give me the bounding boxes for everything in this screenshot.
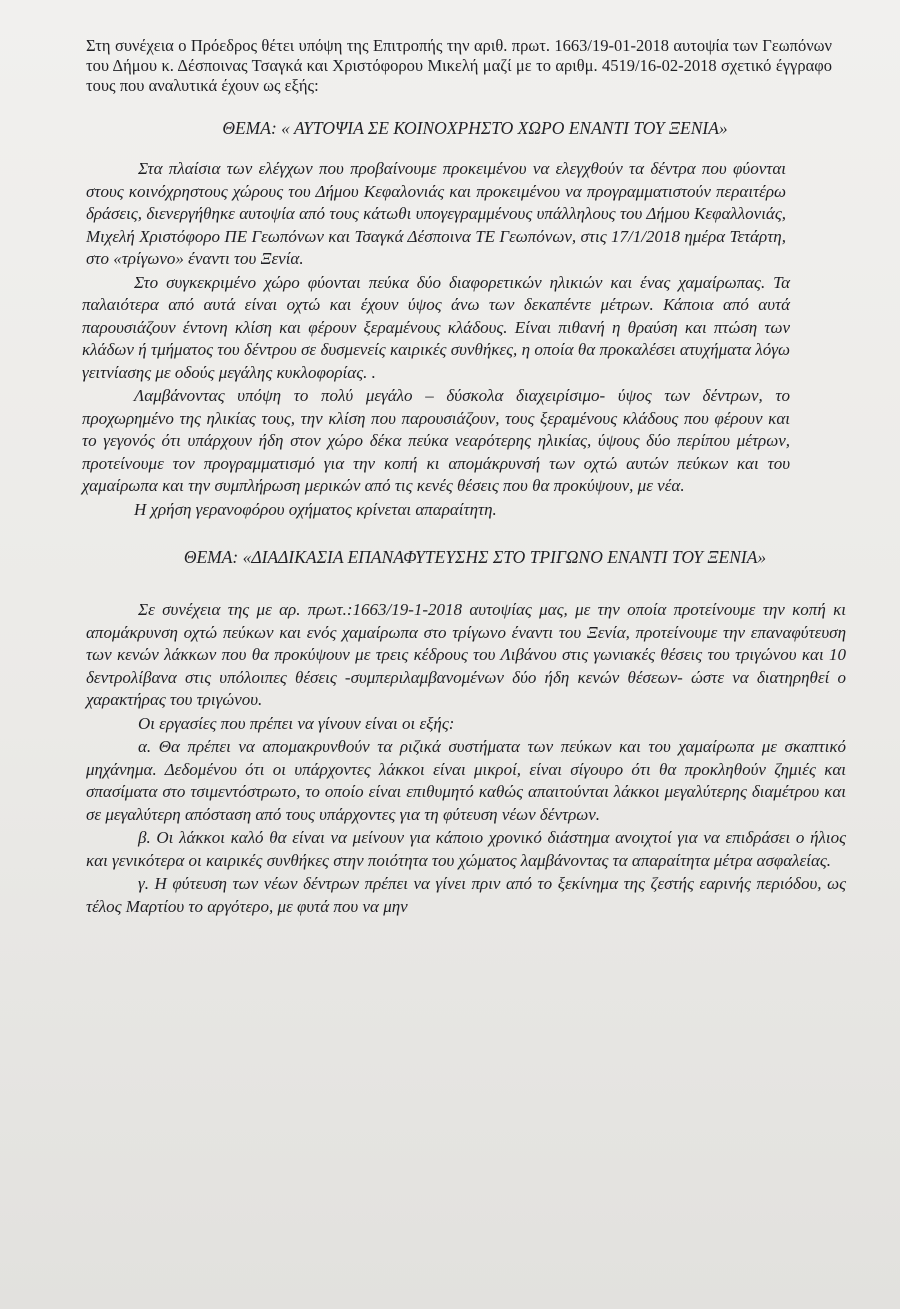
section-2-item-c: γ. Η φύτευση των νέων δέντρων πρέπει να γίνει πριν από το ξεκίνημα της ζεστής εαρινής περιόδου, ως τέλος Μαρτίου το αργότερο, με φυτά που να μην — [86, 874, 846, 916]
section-1-title: ΘΕΜΑ: « ΑΥΤΟΨΙΑ ΣΕ ΚΟΙΝΟΧΡΗΣΤΟ ΧΩΡΟ ΕΝΑΝΤΙ ΤΟΥ ΞΕΝΙΑ» — [222, 118, 728, 138]
section-2-item-a: α. Θα πρέπει να απομακρυνθούν τα ριζικά συστήματα των πεύκων και του χαμαίρωπα με σκαπτικό μηχάνημα. Δεδομένου ότι οι υπάρχοντες λάκκοι είναι μικροί, είναι σίγουρο ότι θα προκληθούν ζημιές και σπασίματα στο τσιμεντόστρωτο, το οποίο είναι επιθυμητό καθώς απαιτούνται λάκκοι μεγαλύτερης διαμέτρου και σε μεγαλύτερη απόσταση από τους υπάρχοντες για τη φύτευση νέων δέντρων. — [86, 737, 846, 824]
section-1-paragraph-1: Στα πλαίσια των ελέγχων που προβαίνουμε προκειμένου να ελεγχθούν τα δέντρα που φύονται στους κοινόχρηστους χώρους του Δήμου Κεφαλονιάς και προκειμένου να προγραμματιστούν περαιτέρω δράσεις, διενεργήθηκε αυτοψία από τους κάτωθι υπογεγραμμένους υπάλληλους του Δήμου Κεφαλλονιάς, Μιχελή Χριστόφορο ΠΕ Γεωπόνων και Τσαγκά Δέσποινα ΤΕ Γεωπόνων, στις 17/1/2018 ημέρα Τετάρτη, στο «τρίγωνο» έναντι του Ξενία. — [86, 159, 786, 268]
section-2-item-b: β. Οι λάκκοι καλό θα είναι να μείνουν για κάποιο χρονικό διάστημα ανοιχτοί για να επιδράσει ο ήλιος και γενικότερα οι καιρικές συνθήκες στην ποιότητα του χώματος λαμβάνοντας τα απαραίτητα μέτρα ασφαλείας. — [86, 828, 846, 870]
section-1-paragraph-2: Στο συγκεκριμένο χώρο φύονται πεύκα δύο διαφορετικών ηλικιών και ένας χαμαίρωπας. Τα παλαιότερα από αυτά είναι οχτώ και έχουν ύψος άνω των δεκαπέντε μέτρων. Κάποια από αυτά παρουσιάζουν έντονη κλίση και φέρουν ξεραμένους κλάδους. Είναι πιθανή η θραύση και πτώση των κλάδων ή τμήματος του δέντρου σε δυσμενείς καιρικές συνθήκες, η οποία θα προκαλέσει ατυχήματα λόγω γειτνίασης με οδούς μεγάλης κυκλοφορίας. . — [82, 272, 790, 382]
document-body — [82, 36, 868, 918]
section-2-paragraph-1: Σε συνέχεια της με αρ. πρωτ.:1663/19-1-2018 αυτοψίας μας, με την οποία προτείνουμε την κοπή κι απομάκρυνση οχτώ πεύκων και ενός χαμαίρωπα στο τρίγωνο έναντι του Ξενία, προτείνουμε την επαναφύτευση των κενών λάκκων που θα προκύψουν με τρεις κέδρους του Λιβάνου στις γωνιακές θέσεις του τριγώνου και 10 δεντρολίβανα στις υπόλοιπες θέσεις -συμπεριλαμβανομένων δύο ήδη κενών θέσεων- ώστε να διατηρηθεί ο χαρακτήρας του τριγώνου. — [86, 600, 846, 709]
section-2-paragraph-2: Οι εργασίες που πρέπει να γίνουν είναι οι εξής: — [138, 713, 455, 733]
section-2-title: ΘΕΜΑ: «ΔΙΑΔΙΚΑΣΙΑ ΕΠΑΝΑΦΥΤΕΥΣΗΣ ΣΤΟ ΤΡΙΓΩΝΟ ΕΝΑΝΤΙ ΤΟΥ ΞΕΝΙΑ» — [183, 547, 767, 567]
section-1-paragraph-3: Λαμβάνοντας υπόψη το πολύ μεγάλο – δύσκολα διαχειρίσιμο- ύψος των δέντρων, το προχωρημένο της ηλικίας τους, την κλίση που παρουσιάζουν, τους ξεραμένους κλάδους που φέρουν και το γεγονός ότι υπάρχουν ήδη στον χώρο δέκα πεύκα νεαρότερης ηλικίας, ύψους δύο περίπου μέτρων, προτείνουμε τον προγραμματισμό για την κοπή κι απομάκρυνσή των οχτώ αυτών πεύκων και του χαμαίρωπα και την συμπλήρωση μερικών από τις κενές θέσεις που θα προκύψουν, με νέα. — [82, 386, 790, 495]
section-1-paragraph-4: Η χρήση γερανοφόρου οχήματος κρίνεται απαραίτητη. — [134, 499, 497, 519]
intro-paragraph: Στη συνέχεια ο Πρόεδρος θέτει υπόψη της Επιτροπής την αριθ. πρωτ. 1663/19-01-2018 αυτοψία των Γεωπόνων του Δήμου κ. Δέσποινας Τσαγκά και Χριστόφορου Μικελή μαζί με το αριθμ. 4519/16-02-2018 σχετικό έγγραφο τους που αναλυτικά έχουν ως εξής: — [86, 36, 832, 95]
